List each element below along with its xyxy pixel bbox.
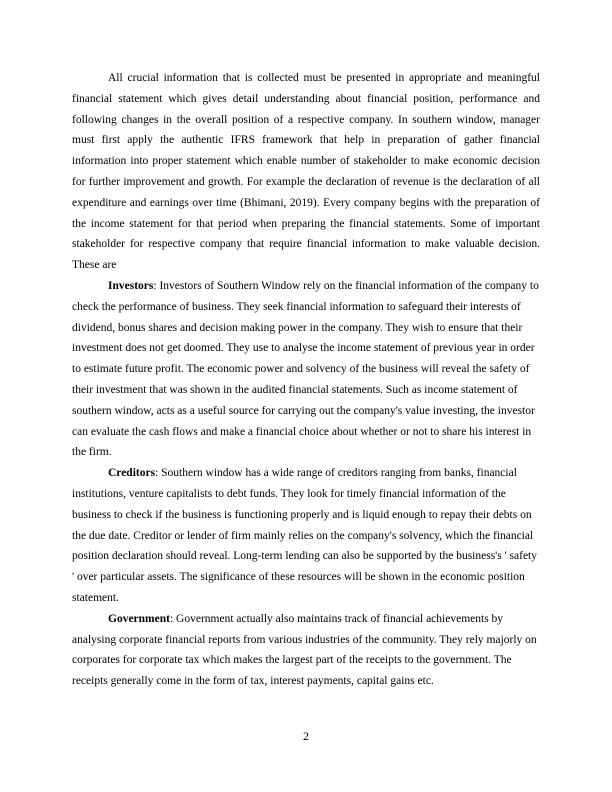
government-paragraph <box>72 609 540 692</box>
creditors-separator: : <box>155 467 162 480</box>
creditors-paragraph <box>72 463 540 609</box>
government-heading: Government <box>108 612 170 625</box>
government-separator: : <box>169 612 177 625</box>
investors-separator: : <box>153 279 160 292</box>
document-body <box>72 68 540 692</box>
creditors-body: Southern window has a wide range of creditors ranging from banks, financial institutions, venture capitalists to debt funds. They look for timely financial information of the business to check if the business is functioning properly and is liquid enough to repay their debts on the due date. Creditor or lender of firm mainly relies on the company's solvency, which the financial position declaration should reveal. Long-term lending can also be supported by the business's ' safety ' over particular assets. The significance of these resources will be shown in the economic position statement. <box>72 467 537 604</box>
investors-heading: Investors <box>108 279 154 292</box>
creditors-heading: Creditors <box>108 467 156 480</box>
page-number: 2 <box>303 729 309 743</box>
government-body: Government actually also maintains track of financial achievements by analysing corporate financial reports from various industries of the community. They rely majorly on corporates for corporate tax which makes the largest part of the receipts to the government. The receipts generally come in the form of tax, interest payments, capital gains etc. <box>72 612 537 688</box>
investors-paragraph <box>72 276 540 463</box>
investors-body: Investors of Southern Window rely on the financial information of the company to check the performance of business. They seek financial information to safeguard their interests of dividend, bonus shares and decision making power in the company. They wish to ensure that their investment does not get doomed. They use to analyse the income statement of previous year in order to estimate future profit. The economic power and solvency of the business will reveal the safety of their investment that was shown in the audited financial statements. Such as income statement of southern window, acts as a useful source for carrying out the company's value investing, the investor can evaluate the cash flows and make a financial choice about whether or not to share his interest in the firm. <box>72 279 539 459</box>
intro-paragraph: All crucial information that is collected must be presented in appropriate and meaningful financial statement which gives detail understanding about financial position, performance and following changes in the overall position of a respective company. In southern window, manager must first apply the authentic IFRS framework that help in preparation of gather financial information into proper statement which enable number of stakeholder to make economic decision for further improvement and growth. For example the declaration of revenue is the declaration of all expenditure and earnings over time (Bhimani, 2019). Every company begins with the preparation of the income statement for that period when preparing the financial statements. Some of important stakeholder for respective company that require financial information to make valuable decision. These are <box>72 72 540 272</box>
